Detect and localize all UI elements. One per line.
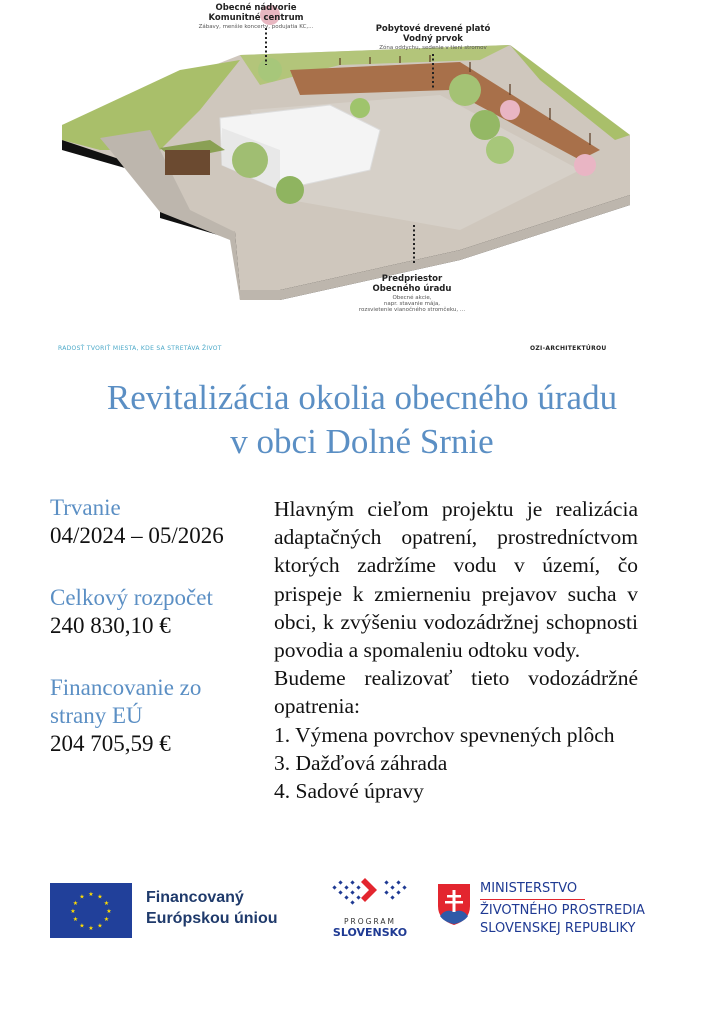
callout-title: Obecného úradu [372,283,452,294]
budget-value: 240 830,10 € [50,613,171,638]
callout-title: Obecné nádvorie [215,3,297,13]
svg-text:★: ★ [106,908,112,915]
callout-subtitle: Zábavy, menšie koncerty, podujatia KC,... [198,23,314,30]
program-slovensko-icon [325,872,415,912]
svg-text:★: ★ [79,922,85,930]
eu-flag-icon [50,883,132,938]
callout-title: Komunitné centrum [208,12,304,23]
project-description [274,495,638,805]
architect-name: OZI-ARCHITEKTÚROU [530,345,607,352]
eu-funding-label-1: Financovanie zo [50,675,202,700]
svg-text:★: ★ [79,893,85,901]
duration-value: 04/2024 – 05/2026 [50,523,224,548]
callout-title: Pobytové drevené plató [375,24,491,34]
callout-forecourt [332,275,492,313]
program-label: PROGRAM [344,917,396,926]
callout-title: Vodný prvok [403,33,463,44]
ministry-line-1: MINISTERSTVO [480,881,578,896]
measure-item: 1. Výmena povrchov spevnených plôch [274,722,615,747]
callout-subtitle: rozsvietenie vianočného stromčeku, ... [358,307,466,314]
title-line-1: Revitalizácia okolia obecného úradu [106,378,618,417]
title-line-2: v obci Dolné Srnie [230,422,494,461]
measure-item: 4. Sadové úpravy [274,779,424,804]
ministry-divider [480,899,585,900]
eu-funded-line-1: Financovaný [146,889,244,906]
svg-text:★: ★ [103,900,110,907]
eu-funding-label-2: strany EÚ [50,703,143,728]
ministry-line-2: ŽIVOTNÉHO PROSTREDIA [480,903,645,918]
callout-subtitle: Zóna oddychu, sedenie v tieni stromov [379,44,487,51]
svg-text:★: ★ [72,900,79,907]
svg-text:★: ★ [70,908,76,915]
callout-courtyard [186,4,326,30]
ministry-text [480,880,645,938]
measures-intro: Budeme realizovať tieto vodozádržné opatrenia: [274,666,638,719]
svg-text:★: ★ [72,916,79,923]
program-slovensko-logo [325,872,415,942]
eu-funded-text [146,887,278,929]
slovak-coat-of-arms-icon [436,882,472,926]
measure-item: 3. Dažďová záhrada [274,750,448,775]
ministry-line-3: SLOVENSKEJ REPUBLIKY [480,921,636,936]
svg-text:★: ★ [88,891,94,898]
svg-text:★: ★ [88,925,94,932]
svg-text:★: ★ [97,922,103,930]
svg-text:★: ★ [103,916,110,923]
callout-title: Predpriestor [381,274,443,284]
architect-tagline: RADOSŤ TVORIŤ MIESTA, KDE SA STRETÁVA ŽIVOT [58,345,222,352]
eu-funding-value: 204 705,59 € [50,731,171,756]
page-title [0,376,724,464]
callout-deck [358,25,508,51]
eu-funded-line-2: Európskou úniou [146,910,278,927]
duration-label: Trvanie [50,495,121,520]
description-paragraph: Hlavným cieľom projektu je realizácia adaptačných opatrení, prostredníctvom ktorých zadržíme vodu v území, čo prispeje k zmierneniu prejavov sucha v obci, k zvýšeniu vodozádržnej schopnosti povodia a spomaleniu odtoku vody. [274,497,638,663]
svg-text:★: ★ [97,893,103,901]
program-name: SLOVENSKO [332,926,408,939]
callout-subtitle: napr. stavanie mája, [383,300,441,307]
callout-subtitle: Obecné akcie, [392,294,432,301]
project-facts [50,494,270,758]
budget-label: Celkový rozpočet [50,585,213,610]
